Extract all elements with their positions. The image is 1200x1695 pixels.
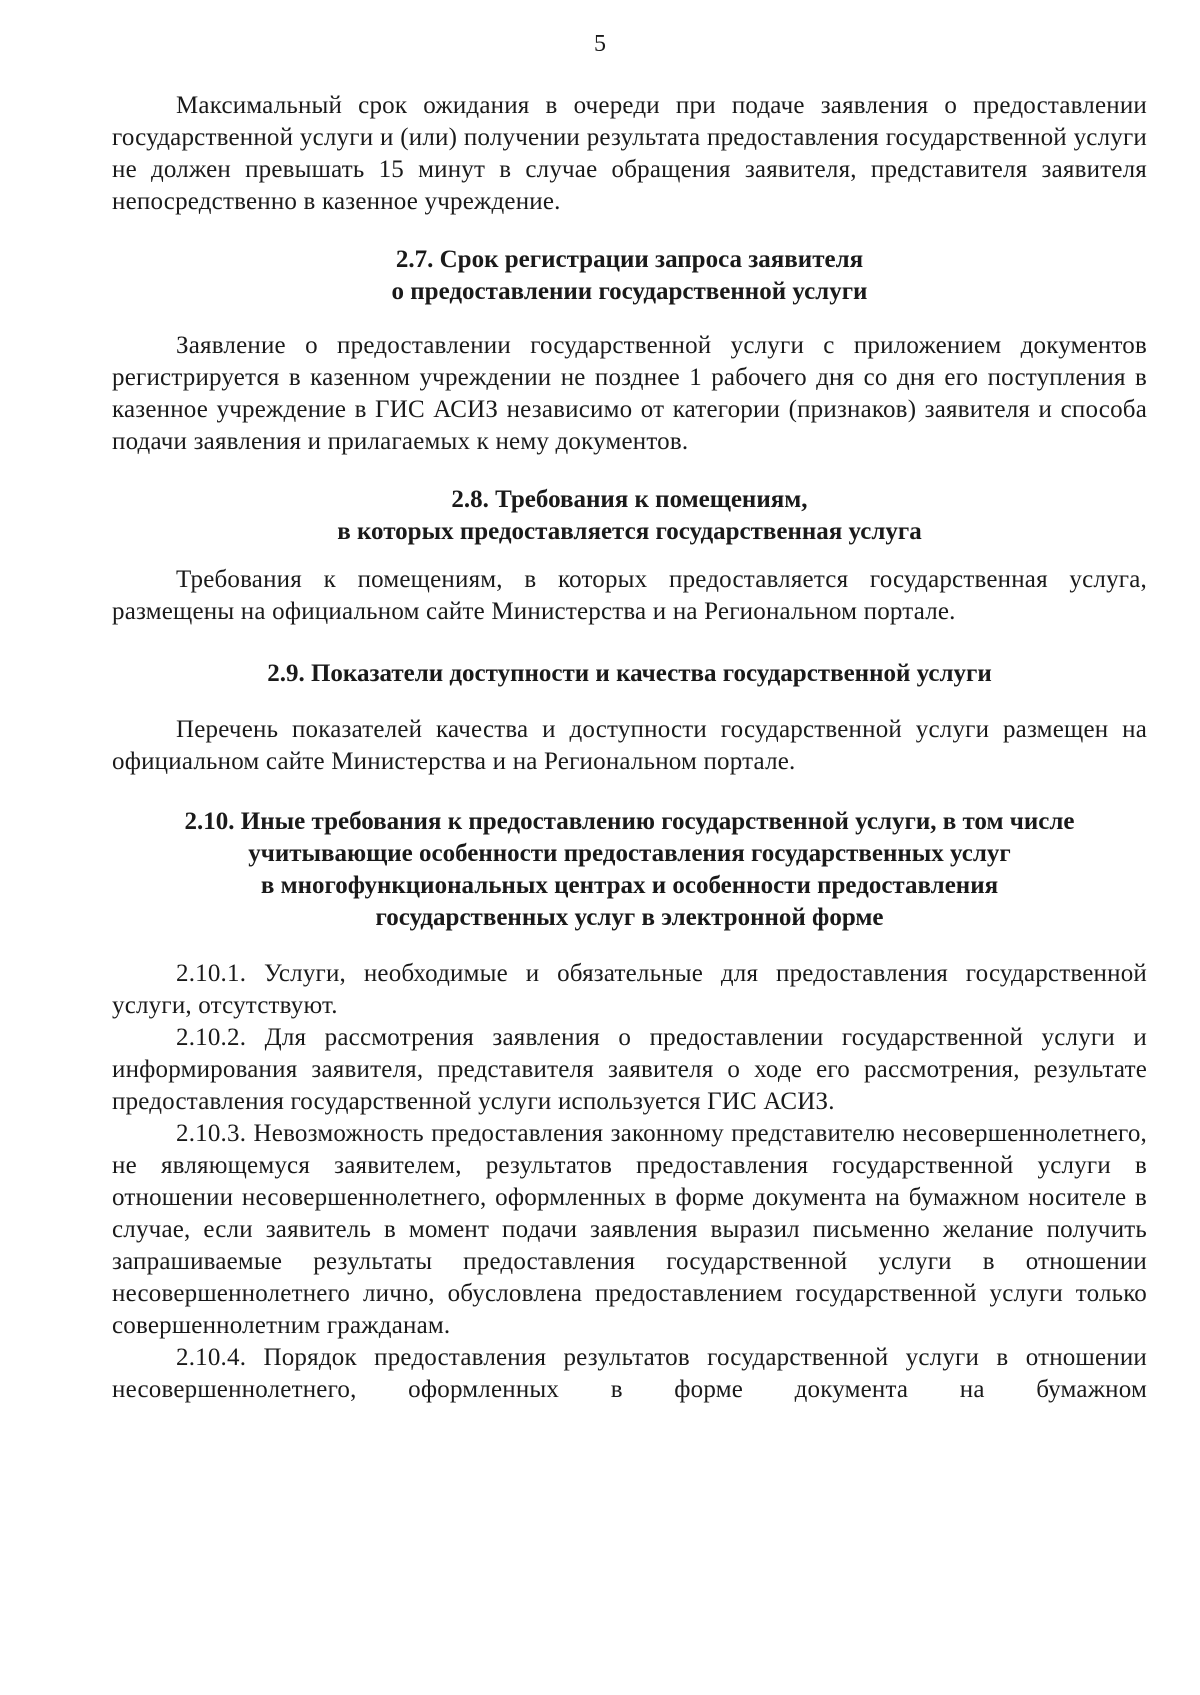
heading-section-2-10 bbox=[112, 806, 1147, 934]
paragraph-premises-requirements: Требования к помещениям, в которых предоставляется государственная услуга, размещены на официальном сайте Министерства и на Региональном портале. bbox=[112, 566, 1147, 625]
heading-line: 2.9. Показатели доступности и качества государственной услуги bbox=[267, 660, 992, 687]
heading-line: в многофункциональных центрах и особенности предоставления bbox=[260, 872, 999, 899]
heading-line: в которых предоставляется государственная услуга bbox=[337, 518, 922, 545]
paragraph-quality-indicators: Перечень показателей качества и доступности государственной услуги размещен на официальном сайте Министерства и на Региональном портале. bbox=[112, 716, 1147, 775]
paragraph-2-10-1: 2.10.1. Услуги, необходимые и обязательные для предоставления государственной услуги, отсутствуют. bbox=[112, 960, 1147, 1019]
document-body bbox=[112, 90, 1147, 1406]
page-number: 5 bbox=[594, 31, 606, 57]
paragraph-2-10-2: 2.10.2. Для рассмотрения заявления о предоставлении государственной услуги и информирования заявителя, представителя заявителя о ходе его рассмотрения, результате предоставления государственной услуги используется ГИС АСИЗ. bbox=[112, 1024, 1147, 1115]
paragraph-2-10-3: 2.10.3. Невозможность предоставления законному представителю несовершеннолетнего, не являющемуся заявителем, результатов предоставления государственной услуги в отношении несовершеннолетнего, оформленных в форме документа на бумажном носителе в случае, если заявитель в момент подачи заявления выразил письменно желание получить запрашиваемые результаты предоставления государственной услуги в отношении несовершеннолетнего лично, обусловлена предоставлением государственной услуги только совершеннолетним гражданам. bbox=[112, 1120, 1147, 1339]
heading-section-2-8 bbox=[112, 484, 1147, 548]
heading-line: государственных услуг в электронной форме bbox=[375, 904, 884, 931]
heading-line: учитывающие особенности предоставления государственных услуг bbox=[248, 840, 1011, 867]
heading-section-2-9 bbox=[112, 658, 1147, 690]
heading-line: 2.8. Требования к помещениям, bbox=[451, 486, 808, 513]
heading-line: о предоставлении государственной услуги bbox=[391, 278, 868, 305]
heading-line: 2.10. Иные требования к предоставлению государственной услуги, в том числе bbox=[184, 808, 1075, 835]
heading-line: 2.7. Срок регистрации запроса заявителя bbox=[395, 246, 864, 273]
heading-section-2-7 bbox=[112, 244, 1147, 308]
paragraph-queue-wait-time: Максимальный срок ожидания в очереди при подаче заявления о предоставлении государственной услуги и (или) получении результата предоставления государственной услуги не должен превышать 15 минут в случае обращения заявителя, представителя заявителя непосредственно в казенное учреждение. bbox=[112, 92, 1147, 215]
paragraph-registration-term: Заявление о предоставлении государственной услуги с приложением документов регистрируется в казенном учреждении не позднее 1 рабочего дня со дня его поступления в казенное учреждение в ГИС АСИЗ независимо от категории (признаков) заявителя и способа подачи заявления и прилагаемых к нему документов. bbox=[112, 332, 1147, 455]
paragraph-2-10-4: 2.10.4. Порядок предоставления результатов государственной услуги в отношении несовершеннолетнего, оформленных в форме документа на бумажном bbox=[112, 1344, 1147, 1403]
